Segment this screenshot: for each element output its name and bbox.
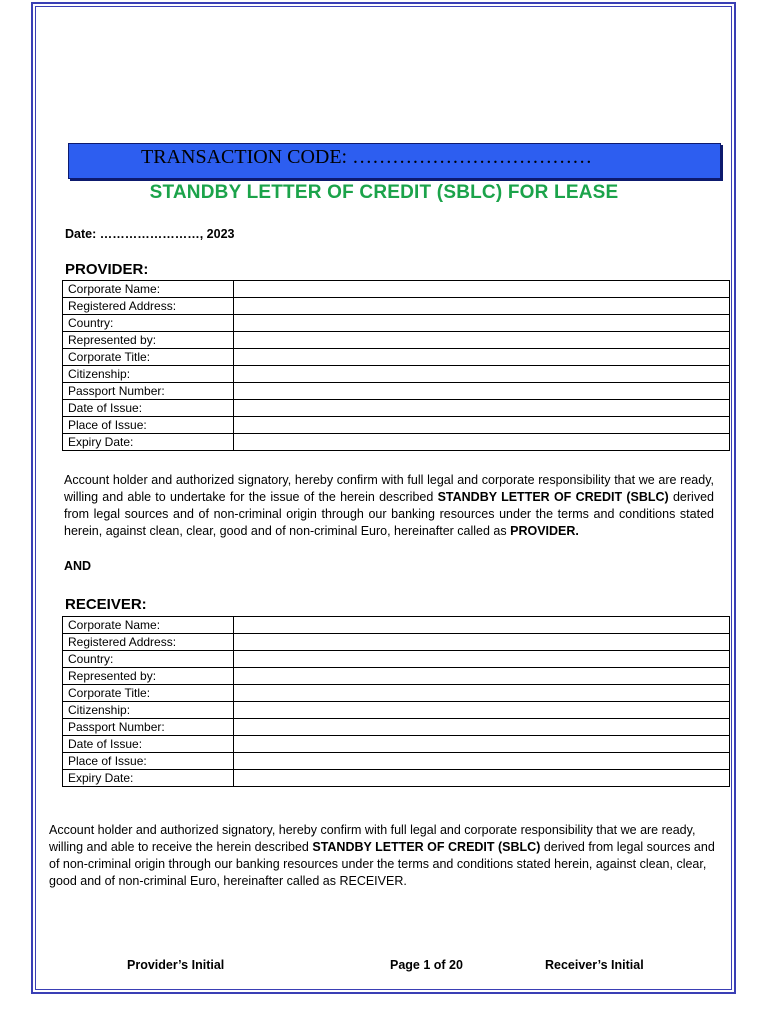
- field-label: Registered Address:: [63, 298, 234, 315]
- field-label: Country:: [63, 651, 234, 668]
- field-label: Expiry Date:: [63, 434, 234, 451]
- field-value[interactable]: [234, 366, 730, 383]
- field-label: Citizenship:: [63, 702, 234, 719]
- table-row: [63, 298, 730, 315]
- field-value[interactable]: [234, 719, 730, 736]
- table-row: [63, 366, 730, 383]
- provider-paragraph: [64, 472, 714, 540]
- receiver-paragraph: [49, 822, 718, 890]
- field-label: Country:: [63, 315, 234, 332]
- field-value[interactable]: [234, 298, 730, 315]
- receiver-initial-label: Receiver’s Initial: [545, 958, 644, 972]
- field-value[interactable]: [234, 634, 730, 651]
- provider-initial-label: Provider’s Initial: [127, 958, 225, 972]
- field-value[interactable]: [234, 332, 730, 349]
- field-label: Registered Address:: [63, 634, 234, 651]
- table-row: [63, 417, 730, 434]
- field-value[interactable]: [234, 685, 730, 702]
- field-label: Corporate Title:: [63, 349, 234, 366]
- and-separator: AND: [64, 559, 92, 573]
- field-value[interactable]: [234, 702, 730, 719]
- table-row: [63, 770, 730, 787]
- table-row: [63, 349, 730, 366]
- date-line: Date: ……………………, 2023: [65, 227, 235, 241]
- field-label: Date of Issue:: [63, 736, 234, 753]
- table-row: [63, 685, 730, 702]
- field-label: Represented by:: [63, 332, 234, 349]
- table-row: [63, 753, 730, 770]
- field-label: Passport Number:: [63, 383, 234, 400]
- field-value[interactable]: [234, 400, 730, 417]
- transaction-code-label: TRANSACTION CODE: ………………………………: [141, 146, 593, 168]
- page-number: Page 1 of 20: [390, 958, 463, 972]
- table-row: [63, 736, 730, 753]
- table-row: [63, 719, 730, 736]
- field-value[interactable]: [234, 315, 730, 332]
- provider-paragraph-bold-2: PROVIDER.: [510, 524, 579, 538]
- field-label: Place of Issue:: [63, 753, 234, 770]
- field-value[interactable]: [234, 770, 730, 787]
- field-label: Expiry Date:: [63, 770, 234, 787]
- field-label: Citizenship:: [63, 366, 234, 383]
- table-row: [63, 634, 730, 651]
- field-label: Passport Number:: [63, 719, 234, 736]
- provider-paragraph-text-1: Account holder and authorized signatory, hereby confirm with full legal and corporate responsibility that we are ready, willing and able to undertake for the issue of the herein described: [64, 473, 714, 504]
- field-value[interactable]: [234, 753, 730, 770]
- table-row: [63, 315, 730, 332]
- receiver-table: [62, 616, 730, 787]
- table-row: [63, 651, 730, 668]
- provider-paragraph-text-2: derived from legal sources and of non-criminal origin through our banking resources under the terms and conditions stated herein, against clean, clear, good and of non-criminal Euro, hereinafter called as: [64, 490, 714, 538]
- field-label: Date of Issue:: [63, 400, 234, 417]
- field-value[interactable]: [234, 383, 730, 400]
- field-label: Corporate Name:: [63, 281, 234, 298]
- field-value[interactable]: [234, 349, 730, 366]
- table-row: [63, 668, 730, 685]
- receiver-paragraph-text-2: derived from legal sources and of non-criminal origin through our banking resources under the terms and conditions stated herein, against clean, clear, good and of non-criminal Euro, hereinafter called as RECEIVER.: [49, 840, 715, 888]
- provider-heading: PROVIDER:: [65, 261, 149, 278]
- field-value[interactable]: [234, 617, 730, 634]
- field-value[interactable]: [234, 651, 730, 668]
- field-value[interactable]: [234, 736, 730, 753]
- field-value[interactable]: [234, 434, 730, 451]
- receiver-paragraph-text-1: Account holder and authorized signatory, hereby confirm with full legal and corporate responsibility that we are ready, willing and able to receive the herein described: [49, 823, 696, 854]
- field-value[interactable]: [234, 281, 730, 298]
- table-row: [63, 281, 730, 298]
- field-label: Corporate Name:: [63, 617, 234, 634]
- provider-paragraph-bold-1: STANDBY LETTER OF CREDIT (SBLC): [437, 490, 669, 504]
- provider-table: [62, 280, 730, 451]
- field-label: Corporate Title:: [63, 685, 234, 702]
- document-title: STANDBY LETTER OF CREDIT (SBLC) FOR LEASE: [149, 182, 619, 203]
- field-value[interactable]: [234, 668, 730, 685]
- table-row: [63, 702, 730, 719]
- receiver-paragraph-bold-1: STANDBY LETTER OF CREDIT (SBLC): [312, 840, 541, 854]
- field-label: Represented by:: [63, 668, 234, 685]
- table-row: [63, 332, 730, 349]
- receiver-heading: RECEIVER:: [65, 596, 147, 613]
- table-row: [63, 617, 730, 634]
- table-row: [63, 434, 730, 451]
- table-row: [63, 383, 730, 400]
- field-label: Place of Issue:: [63, 417, 234, 434]
- field-value[interactable]: [234, 417, 730, 434]
- table-row: [63, 400, 730, 417]
